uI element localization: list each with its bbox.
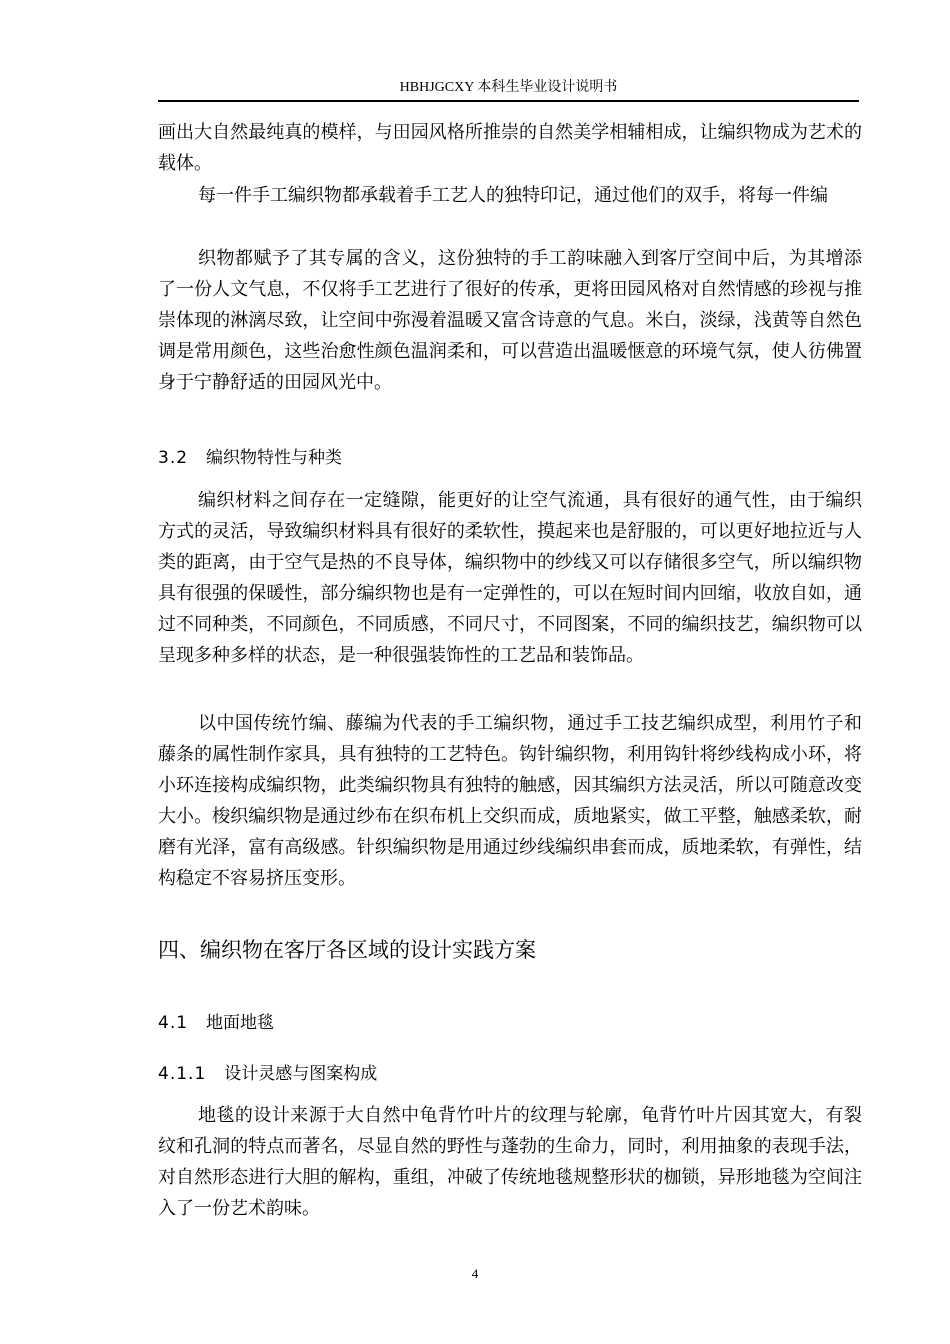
running-header: HBHJGCXY 本科生毕业设计说明书 bbox=[399, 80, 618, 95]
section-heading-3-2 bbox=[158, 447, 342, 469]
page-number: 4 bbox=[471, 1266, 479, 1281]
section-heading-4-1-1 bbox=[158, 1063, 377, 1085]
paragraph-handcraft: 每一件手工编织物都承载着手工艺人的独特印记，通过他们的双手，将每一件编 bbox=[198, 185, 828, 206]
paragraph-types: 以中国传统竹编、藤编为代表的手工编织物，通过手工技艺编织成型，利用竹子和藤条的属性制作家具，具有独特的工艺特色。钩针编织物，利用钩针将纱线构成小环，将小环连接构成编织物，此类编织物具有独特的触感，因其编织方法灵活，所以可随意改变大小。梭织编织物是通过纱布在织布机上交织而成，质地紧实，做工平整，触感柔软，耐磨有光泽，富有高级感。针织编织物是用通过纱线编织串套而成，质地柔软，有弹性，结构稳定不容易挤压变形。 bbox=[158, 713, 862, 889]
paragraph-rug-inspiration: 地毯的设计来源于大自然中龟背竹叶片的纹理与轮廓，龟背竹叶片因其宽大，有裂纹和孔洞的特点而著名，尽显自然的野性与蓬勃的生命力，同时，利用抽象的表现手法，对自然形态进行大胆的解构，重组，冲破了传统地毯规整形状的枷锁，异形地毯为空间注入了一份艺术韵味。 bbox=[158, 1105, 862, 1219]
section-number: 3.2 bbox=[158, 448, 189, 468]
section-number: 4.1 bbox=[158, 1013, 189, 1033]
paragraph-characteristics: 编织材料之间存在一定缝隙，能更好的让空气流通，具有很好的通气性，由于编织方式的灵活，导致编织材料具有很好的柔软性，摸起来也是舒服的，可以更好地拉近与人类的距离，由于空气是热的不良导体，编织物中的纱线又可以存储很多空气，所以编织物具有很强的保暖性，部分编织物也是有一定弹性的，可以在短时间内回缩，收放自如，通过不同种类，不同颜色，不同质感，不同尺寸，不同图案，不同的编织技艺，编织物可以呈现多种多样的状态，是一种很强装饰性的工艺品和装饰品。 bbox=[158, 490, 862, 666]
section-title: 设计灵感与图案构成 bbox=[224, 1064, 378, 1084]
section-heading-4-1 bbox=[158, 1012, 274, 1034]
section-number: 4.1.1 bbox=[158, 1064, 207, 1084]
paragraph-handcraft-cont: 织物都赋予了其专属的含义，这份独特的手工韵味融入到客厅空间中后，为其增添了一份人文气息，不仅将手工艺进行了很好的传承，更将田园风格对自然情感的珍视与推崇体现的淋漓尽致，让空间中弥漫着温暖又富含诗意的气息。米白，淡绿，浅黄等自然色调是常用颜色，这些治愈性颜色温润柔和，可以营造出温暖惬意的环境气氛，使人彷佛置身于宁静舒适的田园风光中。 bbox=[158, 248, 862, 393]
paragraph-continuation: 画出大自然最纯真的模样，与田园风格所推崇的自然美学相辅相成，让编织物成为艺术的载体。 bbox=[158, 122, 862, 174]
chapter-heading-4: 四、编织物在客厅各区域的设计实践方案 bbox=[158, 938, 536, 962]
header-divider bbox=[158, 100, 859, 102]
section-title: 地面地毯 bbox=[206, 1013, 275, 1033]
section-title: 编织物特性与种类 bbox=[206, 448, 343, 468]
